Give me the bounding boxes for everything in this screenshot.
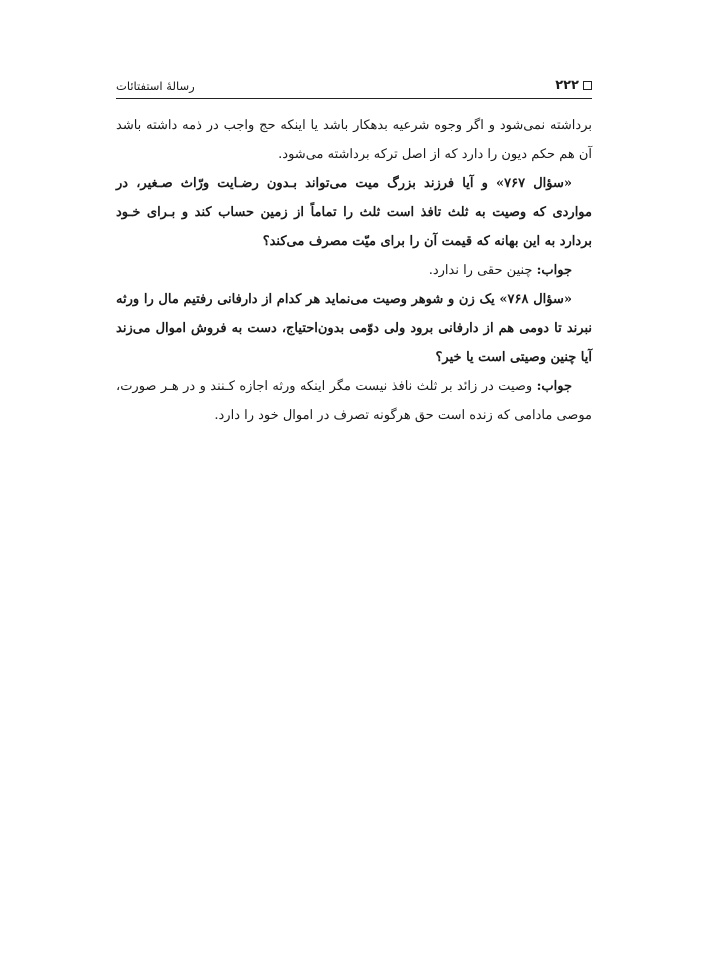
answer-label: جواب: (536, 379, 572, 394)
page-number: ۲۲۲ (555, 78, 579, 93)
body-text (116, 111, 592, 430)
answer-label: جواب: (536, 263, 572, 278)
answer-767 (116, 256, 592, 285)
book-title: رسالهٔ استفتائات (116, 79, 195, 93)
page-number-group (555, 78, 592, 93)
answer-768 (116, 372, 592, 430)
question-768: «سؤال ۷۶۸» یک زن و شوهر وصیت می‌نماید هر کدام از دارفانی رفتیم مال را ورثه نبرند تا دومی هم از دارفانی برود ولی دوّمی بدون‌احتیاج، دست به فروش اموال می‌زند آیا چنین وصیتی است یا خیر؟ (116, 292, 592, 365)
square-bullet-icon (583, 81, 592, 90)
answer-text: وصیت در زائد بر ثلث نافذ نیست مگر اینکه ورثه اجازه کـنند و در هـر صورت، موصی مادامی که زنده است حق هرگونه تصرف در اموال خود را دارد. (116, 379, 592, 423)
page (116, 76, 592, 430)
question-767: «سؤال ۷۶۷» و آیا فرزند بزرگ میت می‌تواند بـدون رضـایت ورّاث صـغیر، در مواردی که وصیت به ثلث تافذ است ثلث را تماماً از زمین حساب کند و بـرای خـود بردارد به این بهانه که قیمت آن را برای میّت مصرف می‌کند؟ (116, 176, 592, 249)
answer-text: چنین حقی را ندارد. (428, 263, 537, 278)
running-header (116, 76, 592, 99)
paragraph-continuation: برداشته نمی‌شود و اگر وجوه شرعیه بدهکار باشد یا اینکه حج واجب در ذمه داشته باشد آن هم حکم دیون را دارد که از اصل ترکه برداشته می‌شود. (116, 118, 592, 162)
